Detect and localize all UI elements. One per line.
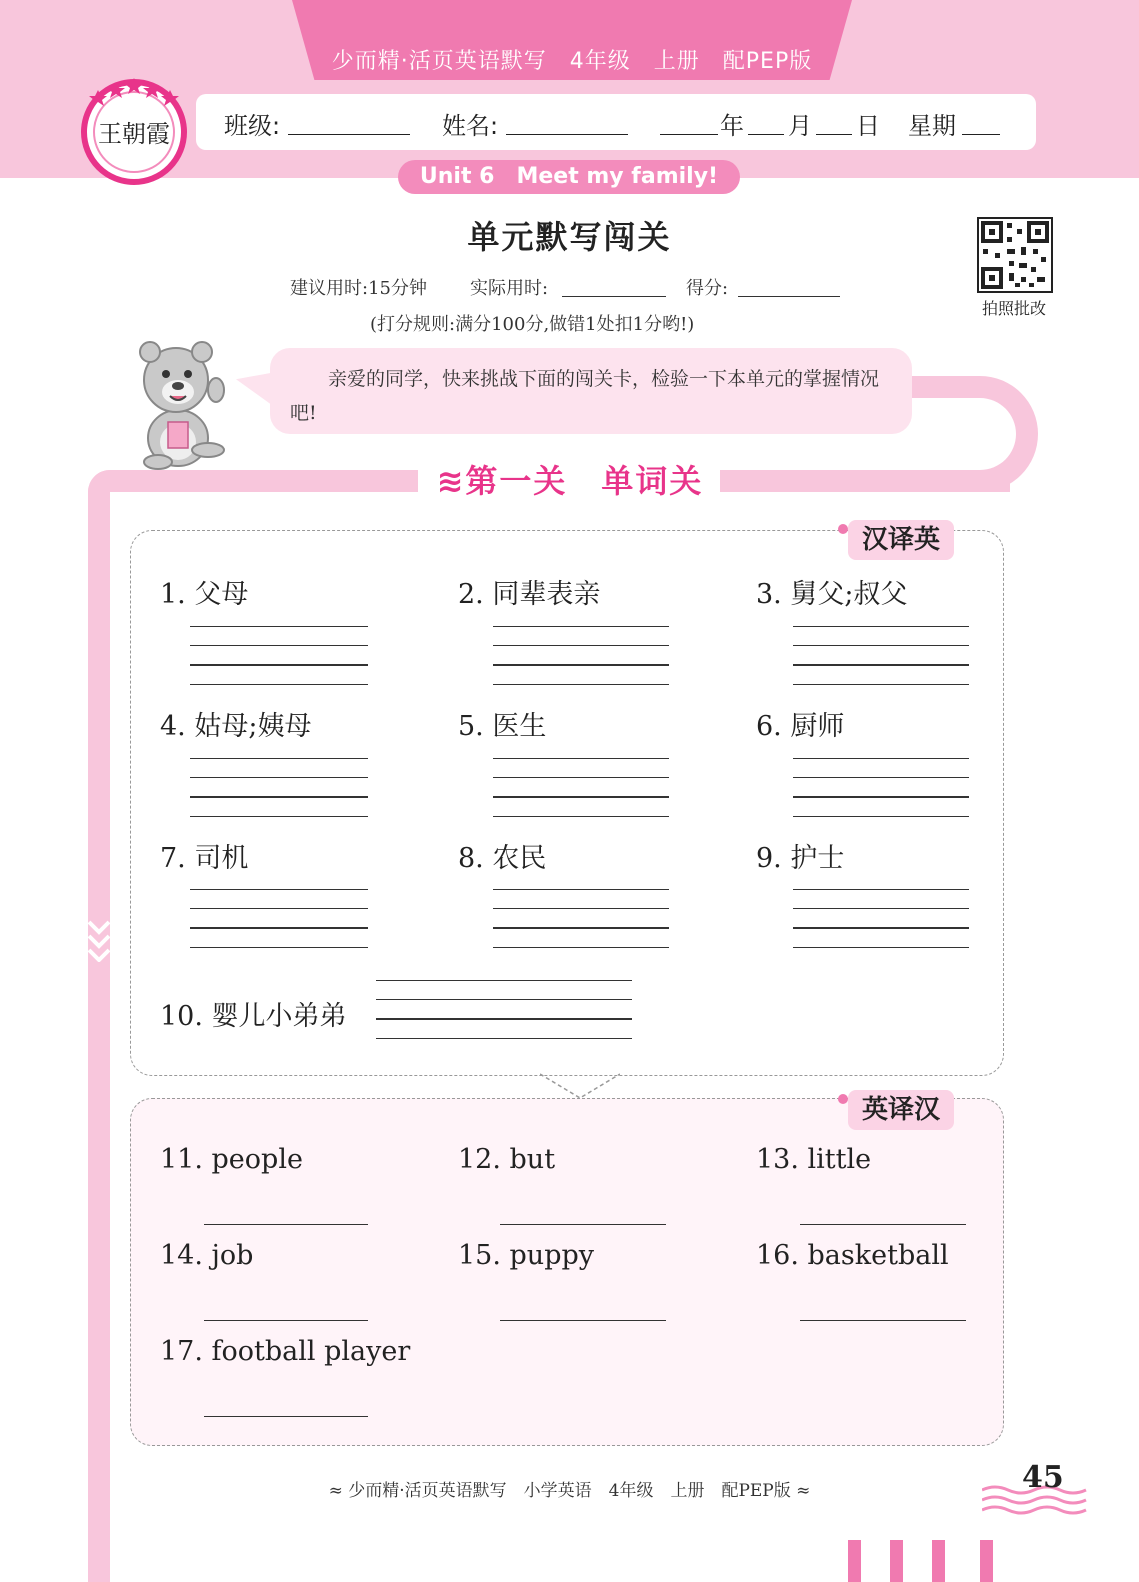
day-label: 日 [856,112,880,140]
track-left [88,470,110,1582]
logo-text: 王朝霞 [98,120,170,148]
qr-code-icon[interactable] [977,217,1053,293]
class-label: 班级: [224,112,281,140]
question-12: 12. but [458,1144,556,1175]
answer-line-11[interactable] [204,1224,368,1225]
tag-dot [838,1094,848,1104]
answer-line-15[interactable] [500,1320,666,1321]
footer-bar [980,1540,993,1582]
answer-line-14[interactable] [204,1320,368,1321]
footer-bar [890,1540,903,1582]
bear-mascot-icon [128,330,234,470]
footer-bar [848,1540,861,1582]
section-tag: 英译汉 [848,1090,954,1130]
track-top-right [720,470,1010,492]
level-title: ≋第一关 单词关 [436,462,704,500]
question-9: 9. 护士 [756,843,845,874]
answer-line-13[interactable] [800,1224,966,1225]
question-11: 11. people [160,1144,303,1175]
question-16: 16. basketball [756,1240,949,1271]
page-number: 45 [1022,1460,1064,1495]
answer-line-17[interactable] [204,1416,368,1417]
name-field[interactable] [506,134,628,135]
actual-time-label: 实际用时: [470,278,549,299]
question-10: 10. 婴儿小弟弟 [160,1001,347,1032]
question-5: 5. 医生 [458,711,547,742]
class-field[interactable] [288,134,410,135]
weekday-label: 星期 [908,112,956,140]
year-field[interactable] [660,134,718,135]
scoring-rule: (打分规则:满分100分,做错1处扣1分哟!) [370,314,695,335]
name-label: 姓名: [442,112,499,140]
score-label: 得分: [686,278,729,299]
track-top [88,470,418,492]
brand-logo [78,74,190,186]
question-7: 7. 司机 [160,843,249,874]
question-14: 14. job [160,1240,254,1271]
intro-text: 亲爱的同学，快来挑战下面的闯关卡，检验一下本单元的掌握情况吧! [290,368,880,424]
answer-line-12[interactable] [500,1224,666,1225]
qr-label: 拍照批改 [981,299,1046,318]
footer-text: ≈ 少而精·活页英语默写 小学英语 4年级 上册 配PEP版 ≈ [328,1481,811,1501]
weekday-field[interactable] [962,134,1000,135]
section-tag: 汉译英 [848,520,954,560]
page-title: 单元默写闯关 [467,218,672,256]
question-2: 2. 同辈表亲 [458,579,601,610]
month-label: 月 [788,112,812,140]
answer-line-16[interactable] [800,1320,966,1321]
unit-title: Unit 6 Meet my family! [398,160,740,194]
year-label: 年 [720,112,744,140]
actual-time-field[interactable] [562,296,666,297]
question-15: 15. puppy [458,1240,595,1271]
tag-dot [838,524,848,534]
footer-bar [932,1540,945,1582]
question-8: 8. 农民 [458,843,547,874]
day-field[interactable] [816,134,852,135]
question-3: 3. 舅父;叔父 [756,579,908,610]
question-1: 1. 父母 [160,579,249,610]
score-field[interactable] [738,296,840,297]
month-field[interactable] [748,134,784,135]
question-13: 13. little [756,1144,872,1175]
suggested-time: 建议用时:15分钟 [290,278,427,299]
chevron-down-icon [86,918,112,962]
question-17: 17. football player [160,1336,411,1367]
question-4: 4. 姑母;姨母 [160,711,312,742]
question-6: 6. 厨师 [756,711,845,742]
series-title: 少而精·活页英语默写 4年级 上册 配PEP版 [331,49,813,74]
